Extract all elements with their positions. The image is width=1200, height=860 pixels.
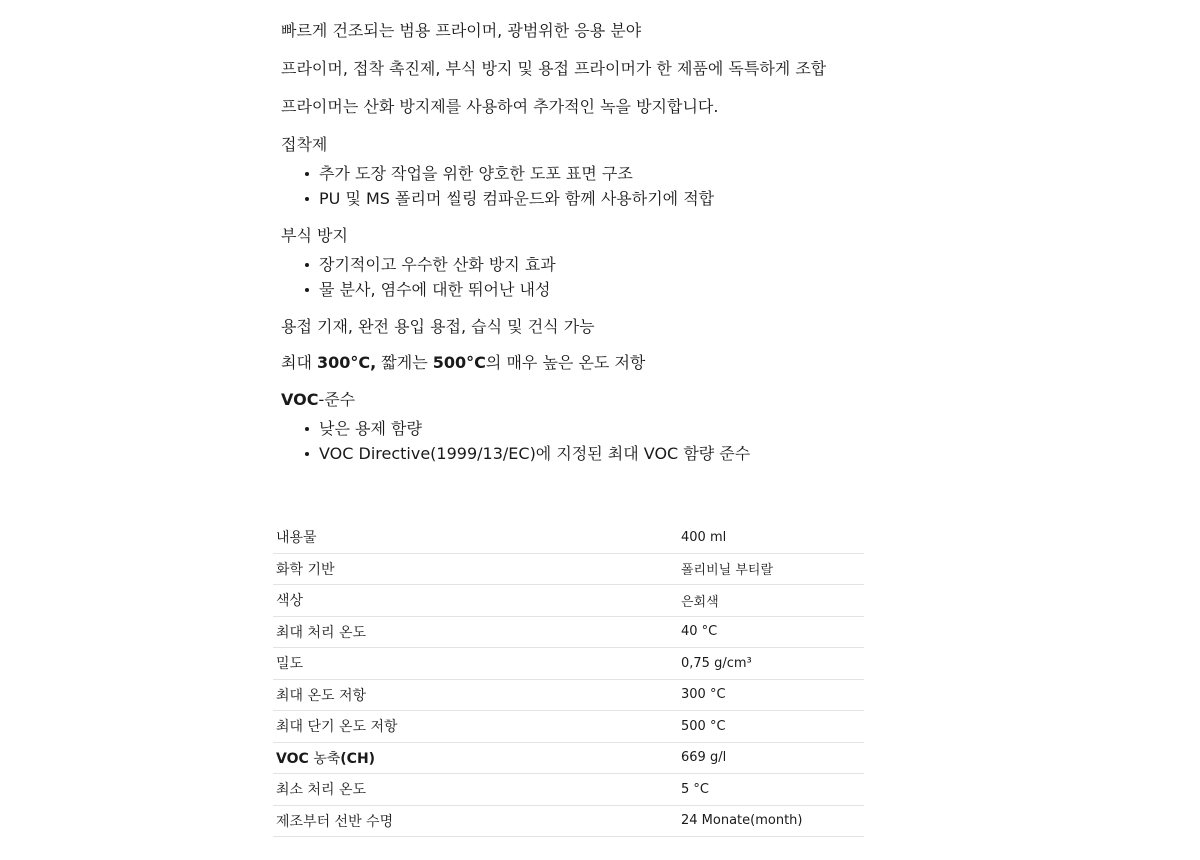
- spec-label: [273, 748, 681, 768]
- spec-label: 화학 기반: [276, 561, 335, 578]
- voc-heading: [281, 389, 881, 411]
- spec-value: 은회색: [681, 594, 719, 610]
- table-row: [273, 806, 864, 838]
- spec-value: 24 Monate(month): [681, 813, 803, 829]
- spec-value: 40 °C: [681, 624, 718, 640]
- spec-table: [273, 522, 864, 837]
- intro-line-2: 프라이머, 접착 촉진제, 부식 방지 및 용접 프라이머가 한 제품에 독특하게 조합: [281, 59, 827, 78]
- voc-heading-bold: VOC: [281, 390, 319, 409]
- spec-value: 0,75 g/cm³: [681, 655, 752, 671]
- temperature-middle: 짧게는: [376, 353, 433, 372]
- table-row: [273, 554, 864, 586]
- list-item: VOC Directive(1999/13/EC)에 지정된 최대 VOC 함량 준수: [305, 441, 881, 466]
- list-item: PU 및 MS 폴리머 씰링 컴파운드와 함께 사용하기에 적합: [305, 186, 881, 211]
- spec-value: 폴리비닐 부티랄: [681, 563, 774, 579]
- corrosion-heading: 부식 방지: [281, 226, 348, 245]
- spec-label: 최대 처리 온도: [276, 624, 367, 641]
- spec-label-bold-2: (CH): [340, 750, 376, 767]
- temperature-short: 500°C: [432, 353, 486, 372]
- temperature-suffix: 의 매우 높은 온도 저항: [485, 353, 646, 372]
- temperature-prefix: 최대: [281, 353, 317, 372]
- spec-label: 밀도: [276, 656, 304, 673]
- table-row: [273, 648, 864, 680]
- list-item: 추가 도장 작업을 위한 양호한 도포 표면 구조: [305, 161, 881, 186]
- voc-list: [281, 416, 881, 466]
- table-row: [273, 743, 864, 775]
- product-description: [281, 14, 881, 466]
- corrosion-list: [281, 252, 881, 302]
- spec-label: 최대 온도 저항: [276, 687, 367, 704]
- table-row: [273, 522, 864, 554]
- spec-label: 최대 단기 온도 저항: [276, 719, 398, 736]
- spec-value: 300 °C: [681, 687, 726, 703]
- list-item: 낮은 용제 함량: [305, 416, 881, 441]
- table-row: [273, 585, 864, 617]
- spec-label: 제조부터 선반 수명: [276, 813, 394, 830]
- spec-value: 400 ml: [681, 529, 727, 545]
- table-row: [273, 711, 864, 743]
- spec-label: 색상: [276, 593, 304, 610]
- spec-label-mid: 농축: [308, 750, 341, 767]
- intro-line-3: 프라이머는 산화 방지제를 사용하여 추가적인 녹을 방지합니다.: [281, 97, 719, 116]
- spec-value: 5 °C: [681, 781, 709, 797]
- table-row: [273, 617, 864, 649]
- adhesive-heading: 접착제: [281, 135, 328, 154]
- spec-label: 최소 처리 온도: [276, 782, 367, 799]
- spec-value: 500 °C: [681, 718, 726, 734]
- welding-line: 용접 기재, 완전 용입 용접, 습식 및 건식 가능: [281, 317, 595, 336]
- adhesive-list: [281, 161, 881, 211]
- temperature-max: 300°C,: [317, 353, 377, 372]
- intro-line-1: 빠르게 건조되는 범용 프라이머, 광범위한 응용 분야: [281, 21, 642, 40]
- table-row: [273, 774, 864, 806]
- list-item: 장기적이고 우수한 산화 방지 효과: [305, 252, 881, 277]
- spec-label: 내용물: [276, 530, 317, 547]
- voc-heading-rest: -준수: [318, 390, 356, 409]
- temperature-line: [281, 352, 881, 374]
- spec-value: 669 g/l: [681, 750, 727, 766]
- list-item: 물 분사, 염수에 대한 뛰어난 내성: [305, 277, 881, 302]
- table-row: [273, 680, 864, 712]
- spec-label-bold: VOC: [276, 750, 309, 767]
